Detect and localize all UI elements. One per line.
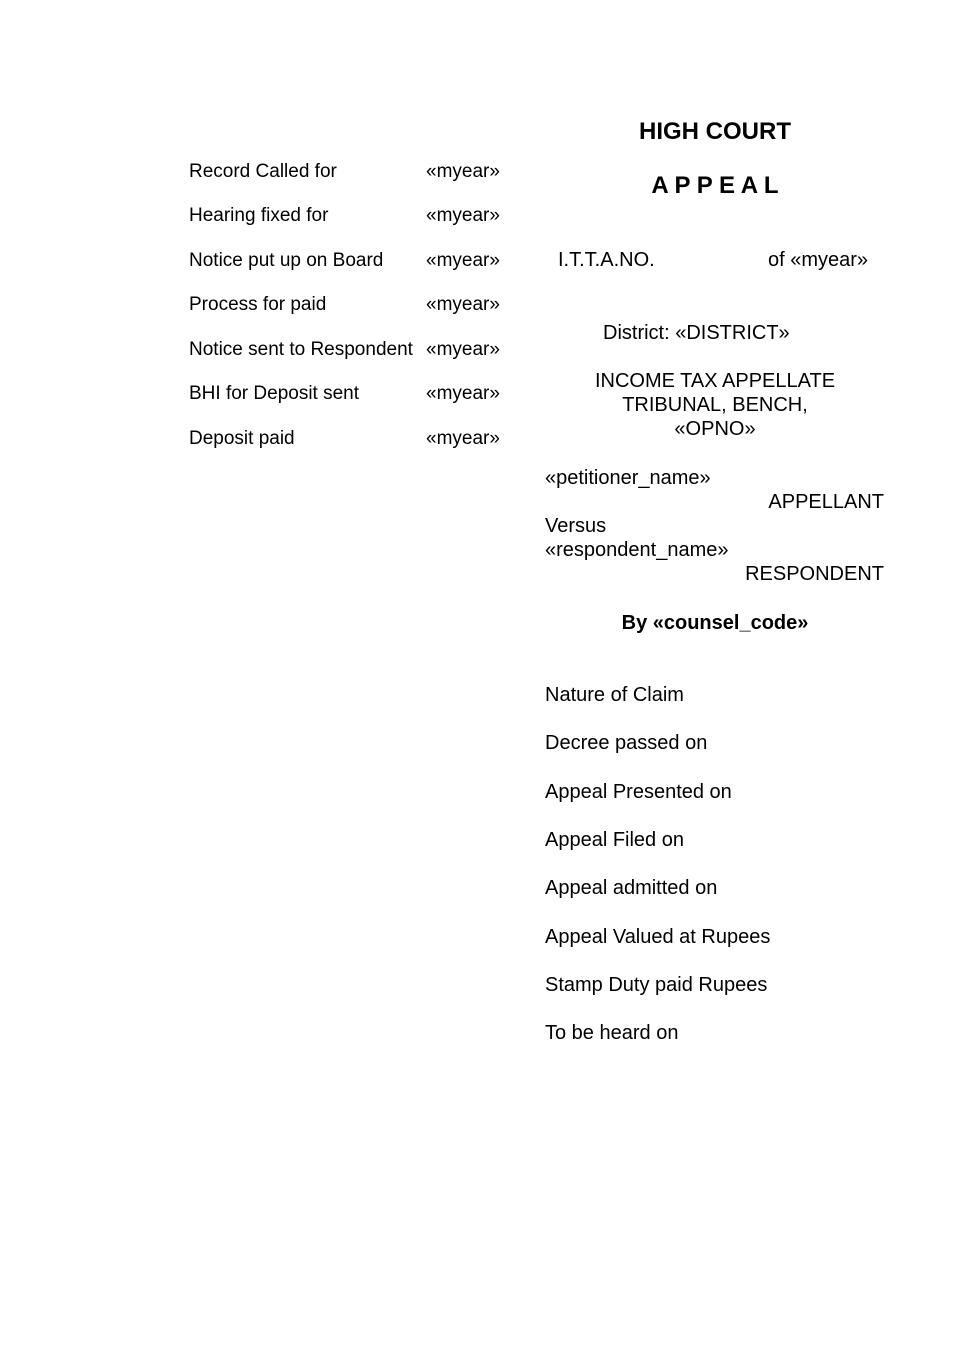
list-item: Nature of Claim (545, 684, 684, 706)
record-row-value: «myear» (426, 161, 500, 182)
record-row-value: «myear» (426, 339, 500, 360)
record-row-value: «myear» (426, 205, 500, 226)
record-row-value: «myear» (426, 428, 500, 449)
tribunal-line-2: TRIBUNAL, BENCH, (622, 394, 808, 416)
tribunal-line-3: «OPNO» (674, 418, 756, 440)
petitioner-name: «petitioner_name» (545, 467, 711, 489)
district: District: «DISTRICT» (603, 322, 790, 344)
list-item: Appeal Filed on (545, 829, 684, 851)
record-row-value: «myear» (426, 383, 500, 404)
record-row-label: Hearing fixed for (189, 205, 329, 226)
appeal-title: A P P E A L (651, 172, 779, 199)
list-item: Appeal admitted on (545, 877, 718, 899)
record-row-value: «myear» (426, 250, 500, 271)
record-row-label: Notice put up on Board (189, 250, 384, 271)
list-item: To be heard on (545, 1022, 679, 1044)
case-number-label: I.T.T.A.NO. (558, 249, 655, 271)
list-item: Decree passed on (545, 732, 708, 754)
record-row-label: Deposit paid (189, 428, 295, 449)
list-item: Appeal Presented on (545, 781, 732, 803)
appellant-label: APPELLANT (768, 491, 884, 513)
tribunal-line-1: INCOME TAX APPELLATE (594, 370, 836, 392)
record-row-label: Notice sent to Respondent (189, 339, 413, 360)
record-row-value: «myear» (426, 294, 500, 315)
court-title: HIGH COURT (639, 118, 791, 145)
counsel: By «counsel_code» (621, 612, 809, 634)
list-item: Appeal Valued at Rupees (545, 926, 771, 948)
record-row-label: Process for paid (189, 294, 327, 315)
list-item: Stamp Duty paid Rupees (545, 974, 768, 996)
versus-label: Versus (545, 515, 607, 537)
respondent-label: RESPONDENT (745, 563, 884, 585)
respondent-name: «respondent_name» (545, 539, 729, 561)
record-row-label: BHI for Deposit sent (189, 383, 360, 404)
case-year: of «myear» (768, 249, 869, 271)
record-row-label: Record Called for (189, 161, 337, 182)
